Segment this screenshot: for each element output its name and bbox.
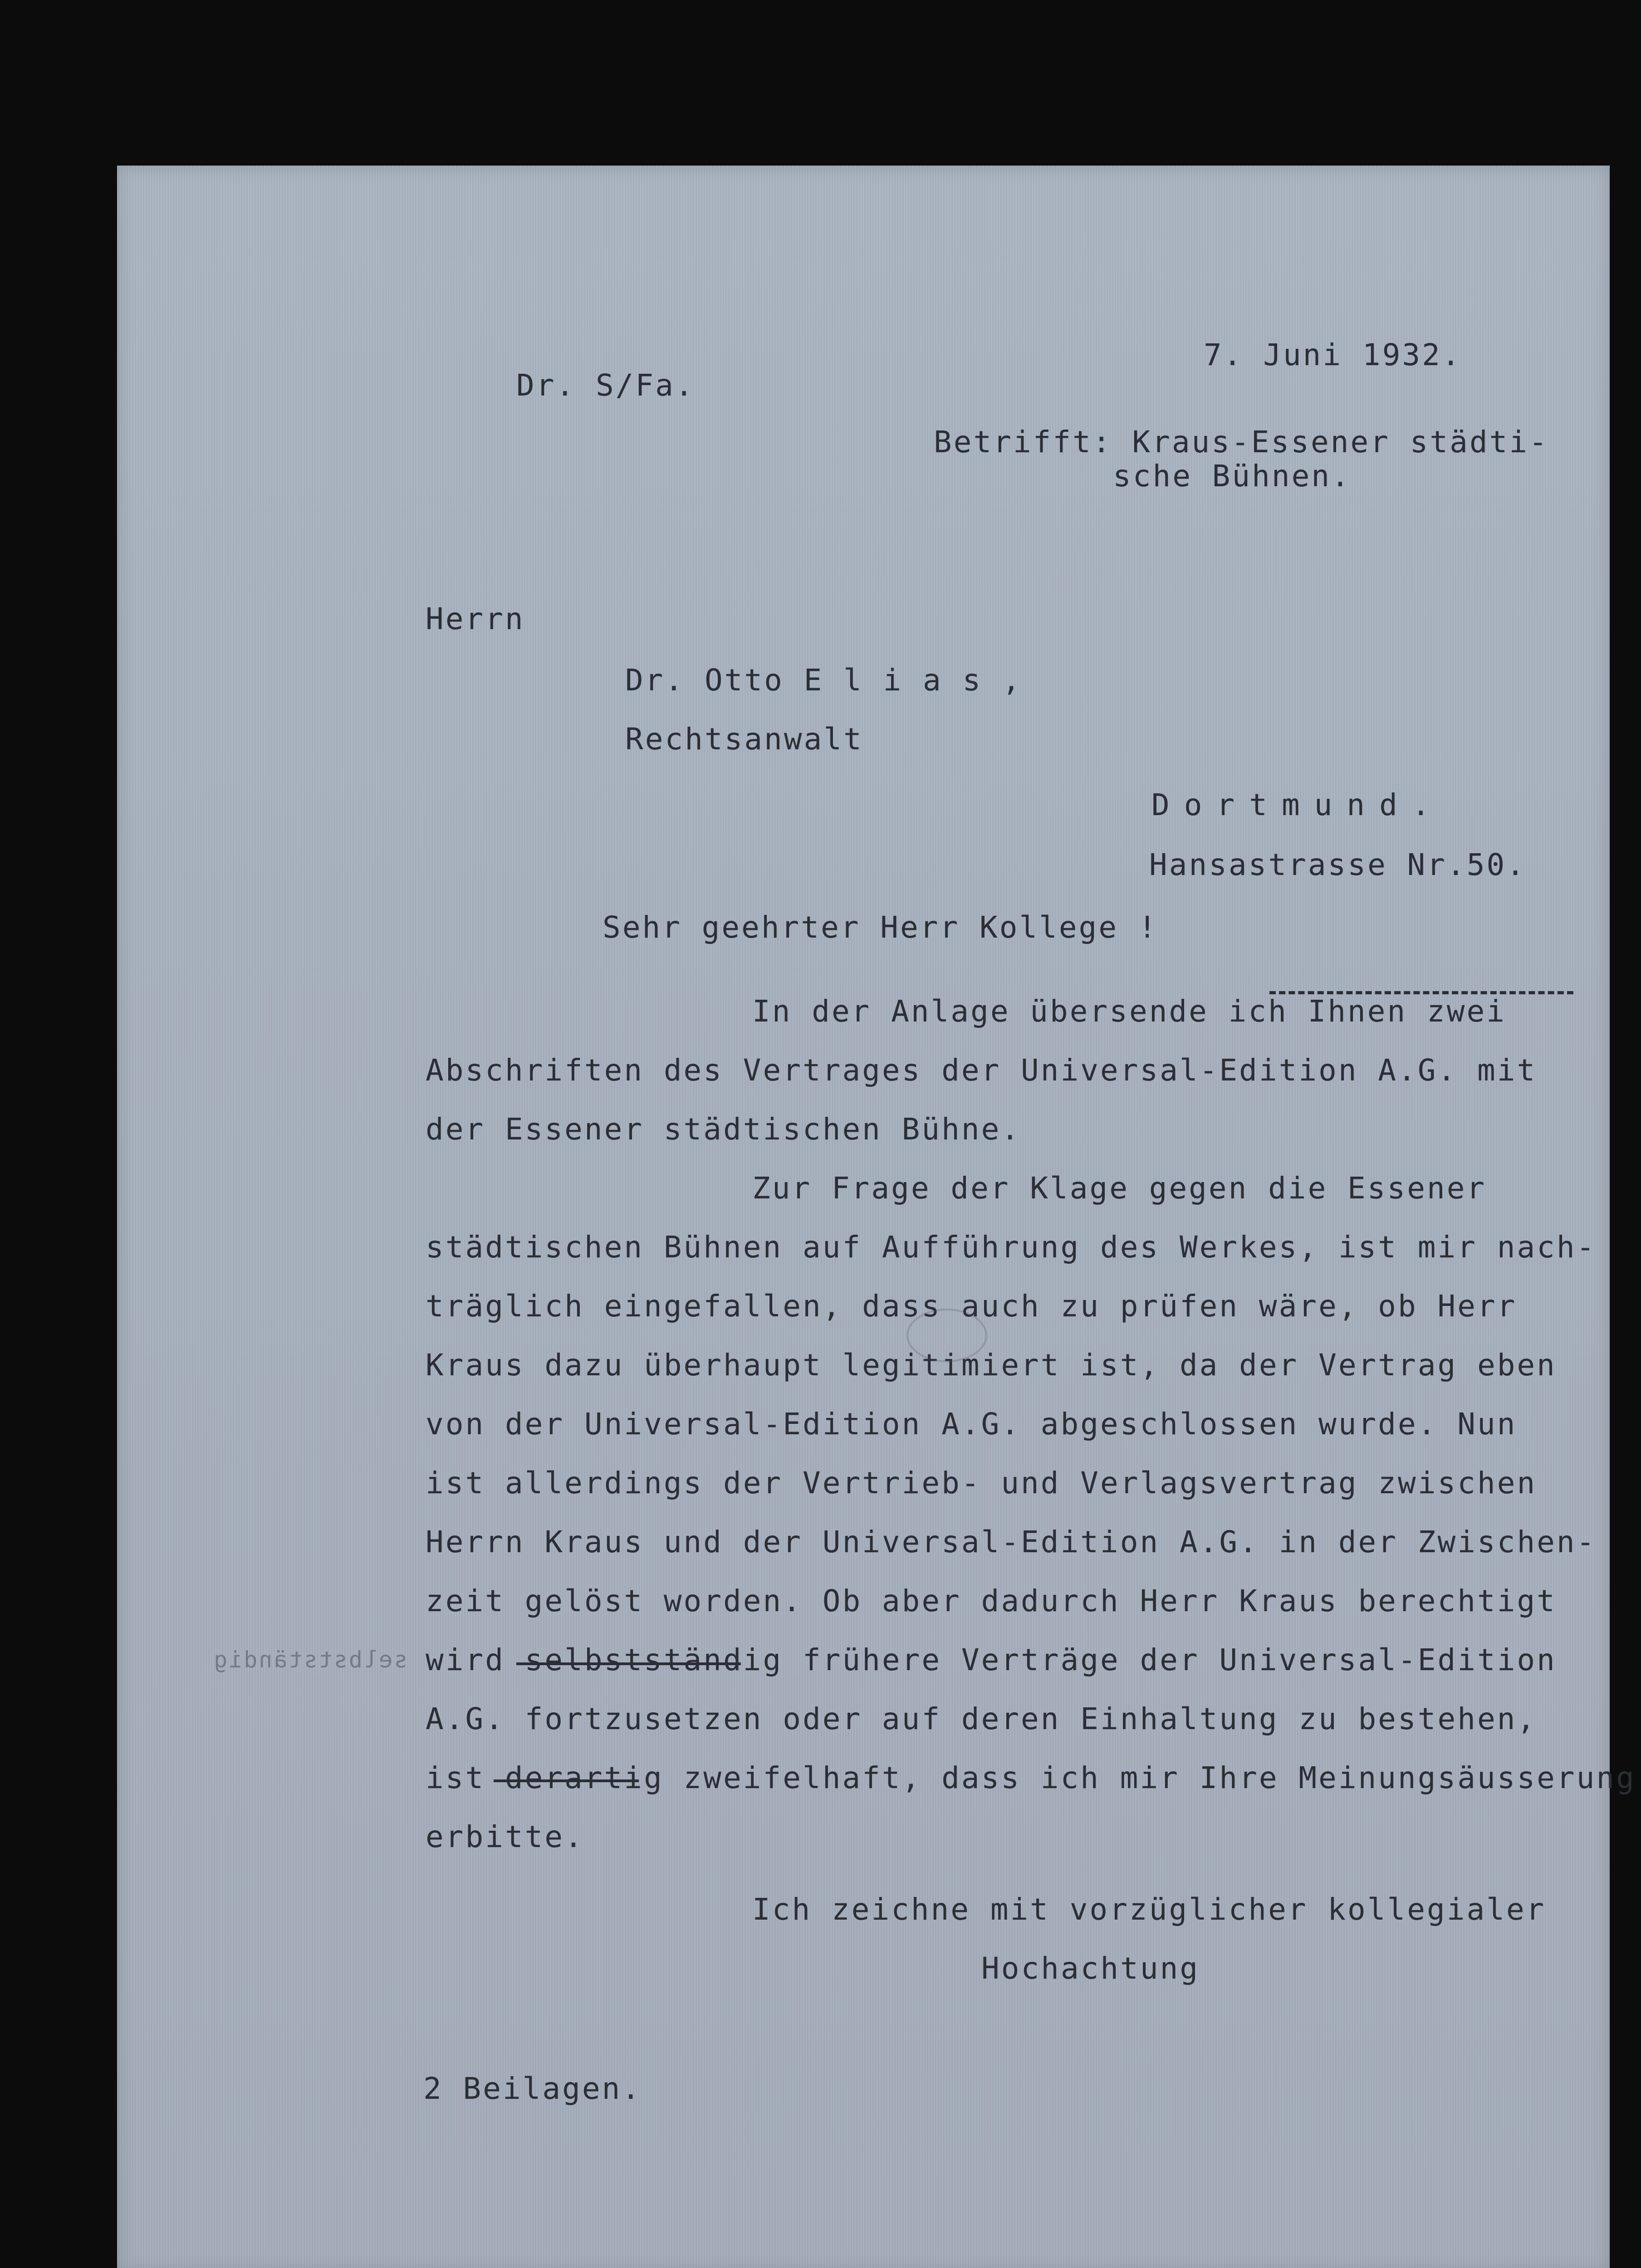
letter-page bbox=[117, 166, 1636, 2268]
closing-line-2: Hochachtung bbox=[981, 1951, 1200, 1986]
letter-date: 7. Juni 1932. bbox=[1204, 337, 1462, 372]
faint-stamp bbox=[906, 1309, 987, 1362]
strikethrough-mark bbox=[516, 1662, 741, 1665]
body-line: träglich eingefallen, dass auch zu prüfen wäre, ob Herr bbox=[426, 1289, 1517, 1324]
body-line: Kraus dazu überhaupt legitimiert ist, da der Vertrag eben bbox=[426, 1348, 1557, 1383]
recipient-street: Hansastrasse Nr.50. bbox=[1149, 847, 1526, 882]
body-line: erbitte. bbox=[426, 1819, 584, 1854]
body-line: städtischen Bühnen auf Aufführung des Werkes, ist mir nach- bbox=[426, 1230, 1597, 1265]
greeting: Sehr geehrter Herr Kollege ! bbox=[603, 910, 1158, 945]
recipient-title: Rechtsanwalt bbox=[625, 722, 863, 757]
body-line: von der Universal-Edition A.G. abgeschlossen wurde. Nun bbox=[426, 1407, 1517, 1442]
body-line: ist derartig zweifelhaft, dass ich mir Ihre Meinungsäusserung bbox=[426, 1760, 1636, 1795]
recipient-city: Dortmund. bbox=[1151, 787, 1445, 822]
subject-line-1: Betrifft: Kraus-Essener städti- bbox=[934, 425, 1549, 459]
body-line: zeit gelöst worden. Ob aber dadurch Herr Kraus berechtigt bbox=[426, 1584, 1557, 1618]
body-line: Zur Frage der Klage gegen die Essener bbox=[752, 1171, 1487, 1206]
strikethrough-mark bbox=[494, 1779, 639, 1782]
subject-line-2: sche Bühnen. bbox=[1113, 459, 1351, 494]
body-line: wird selbstständig frühere Verträge der Universal-Edition bbox=[426, 1642, 1557, 1677]
closing-line-1: Ich zeichne mit vorzüglicher kollegialer bbox=[752, 1892, 1546, 1927]
enclosures-note: 2 Beilagen. bbox=[423, 2071, 642, 2106]
recipient-name: Dr. Otto E l i a s , bbox=[625, 663, 1022, 698]
reference-code: Dr. S/Fa. bbox=[516, 368, 695, 403]
body-line: ist allerdings der Vertrieb- und Verlagsvertrag zwischen bbox=[426, 1466, 1537, 1501]
body-line: Abschriften des Vertrages der Universal-Edition A.G. mit bbox=[426, 1053, 1537, 1088]
recipient-salutation-title: Herrn bbox=[426, 601, 525, 636]
body-line: der Essener städtischen Bühne. bbox=[426, 1112, 1021, 1147]
body-line: A.G. fortzusetzen oder auf deren Einhaltung zu bestehen, bbox=[426, 1701, 1537, 1736]
body-line: In der Anlage übersende ich Ihnen zwei bbox=[752, 994, 1506, 1029]
margin-ghost-text: selbstständig bbox=[212, 1647, 408, 1673]
body-line: Herrn Kraus und der Universal-Edition A.G. in der Zwischen- bbox=[426, 1525, 1597, 1559]
